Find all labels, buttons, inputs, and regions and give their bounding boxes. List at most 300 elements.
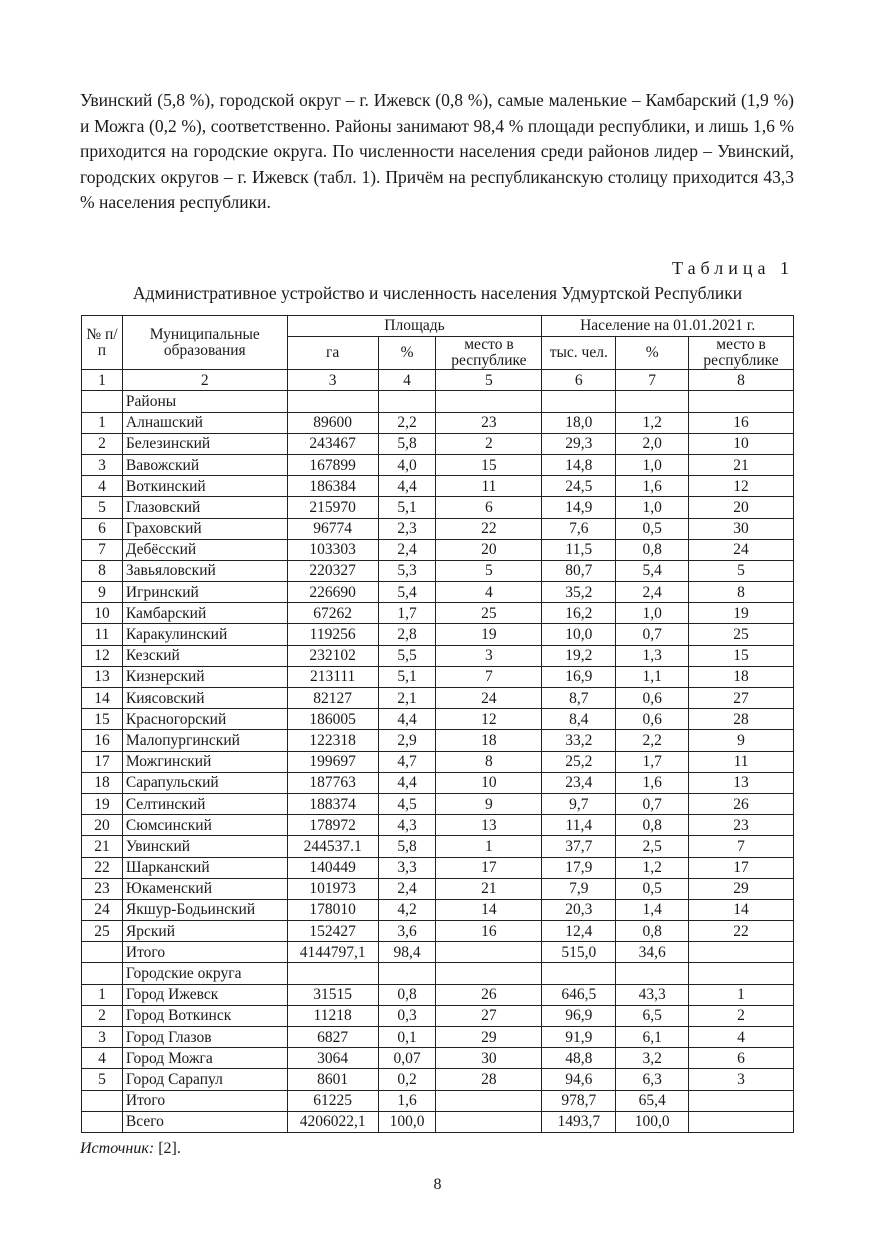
table-cell [542, 391, 616, 412]
table-cell: 4 [82, 1048, 123, 1069]
table-cell: 12 [82, 645, 123, 666]
table-cell: Дебёсский [122, 539, 287, 560]
table-cell: Город Ижевск [122, 984, 287, 1005]
table-cell: 0,6 [616, 688, 689, 709]
table-cell: Сарапульский [122, 772, 287, 793]
table-cell: 35,2 [542, 582, 616, 603]
table-cell: 14,8 [542, 454, 616, 475]
col-number: 7 [616, 370, 689, 391]
table-cell: 0,6 [616, 709, 689, 730]
body-paragraph: Увинский (5,8 %), городской округ – г. Ижевск (0,8 %), самые маленькие – Камбарский (1,9 %) и Можга (0,2 %), соответственно. Районы занимают 98,4 % площади республики, и лишь 1,6 % приходится на городские округа. По численности населения среди районов лидер – Увинский, городских округов – г. Ижевск (табл. 1). Причём на республиканскую столицу приходится 43,3 % населения республики. [80, 90, 794, 213]
table-cell: 8,7 [542, 688, 616, 709]
table-cell: 11,5 [542, 539, 616, 560]
table-cell: 1,6 [616, 476, 689, 497]
table-cell: 8 [689, 582, 794, 603]
table-cell: 4,0 [378, 454, 436, 475]
table-row [82, 412, 794, 433]
table-cell: 6827 [287, 1027, 378, 1048]
table-cell: Красногорский [122, 709, 287, 730]
table-cell: 4144797,1 [287, 942, 378, 963]
section-row-districts [82, 391, 794, 412]
table-caption: Административное устройство и численность населения Удмуртской Республики [132, 283, 743, 303]
col-number: 2 [122, 370, 287, 391]
table-body [82, 370, 794, 1133]
table-cell: 18 [689, 666, 794, 687]
table-cell: Граховский [122, 518, 287, 539]
table-cell: 2,9 [378, 730, 436, 751]
table-cell: 2,4 [378, 539, 436, 560]
table-cell: 2,0 [616, 433, 689, 454]
table-cell: 4,4 [378, 772, 436, 793]
table-cell: 17 [689, 857, 794, 878]
table-cell: 101973 [287, 878, 378, 899]
section-label: Районы [122, 391, 287, 412]
table-cell [436, 1111, 542, 1132]
table-row [82, 857, 794, 878]
header-population-group: Население на 01.01.2021 г. [542, 316, 794, 337]
table-cell: 20,3 [542, 899, 616, 920]
table-cell: 4,7 [378, 751, 436, 772]
table-cell: 5,4 [616, 560, 689, 581]
table-cell: 1,2 [616, 857, 689, 878]
table-cell: 20 [689, 497, 794, 518]
table-cell [689, 1111, 794, 1132]
table-cell: Юкаменский [122, 878, 287, 899]
table-cell: 30 [436, 1048, 542, 1069]
table-cell: Глазовский [122, 497, 287, 518]
table-cell [436, 963, 542, 984]
table-cell: 1,6 [616, 772, 689, 793]
table-cell: 18,0 [542, 412, 616, 433]
table-cell: 3,2 [616, 1048, 689, 1069]
table-cell: 4,4 [378, 476, 436, 497]
table-cell: 94,6 [542, 1069, 616, 1090]
table-cell: 5,3 [378, 560, 436, 581]
table-cell: 17 [82, 751, 123, 772]
table-cell: 226690 [287, 582, 378, 603]
table-cell: 18 [436, 730, 542, 751]
table-cell: 6,1 [616, 1027, 689, 1048]
table-cell: 9 [82, 582, 123, 603]
table-cell: 5,8 [378, 433, 436, 454]
table-cell: Киясовский [122, 688, 287, 709]
header-area-pct: % [378, 337, 436, 370]
table-cell: 978,7 [542, 1090, 616, 1111]
table-cell [82, 963, 123, 984]
table-cell: 21 [82, 836, 123, 857]
table-cell: 25 [82, 921, 123, 942]
table-cell [82, 1090, 123, 1111]
table-cell: 67262 [287, 603, 378, 624]
table-cell: 1,0 [616, 497, 689, 518]
table-cell: 1 [436, 836, 542, 857]
table-cell [82, 391, 123, 412]
table-cell: 1,0 [616, 454, 689, 475]
table-cell: 23,4 [542, 772, 616, 793]
cities-total-row [82, 1090, 794, 1111]
table-cell: 33,2 [542, 730, 616, 751]
table-cell: 2 [689, 1005, 794, 1026]
table-cell: Сюмсинский [122, 815, 287, 836]
table-cell: 5,1 [378, 666, 436, 687]
table-cell: 98,4 [378, 942, 436, 963]
table-cell [689, 942, 794, 963]
table-cell: 3 [82, 1027, 123, 1048]
table-cell: 1,6 [378, 1090, 436, 1111]
table-cell: Якшур-Бодьинский [122, 899, 287, 920]
table-cell: 8 [436, 751, 542, 772]
table-cell: 16 [436, 921, 542, 942]
table-cell: 7,6 [542, 518, 616, 539]
districts-total-row [82, 942, 794, 963]
table-cell: Город Глазов [122, 1027, 287, 1048]
table-cell: 0,7 [616, 624, 689, 645]
col-number: 6 [542, 370, 616, 391]
source-note [80, 1140, 181, 1158]
table-cell: 21 [689, 454, 794, 475]
table-cell: Селтинский [122, 793, 287, 814]
table-cell: 16 [82, 730, 123, 751]
table-cell: 43,3 [616, 984, 689, 1005]
table-cell [616, 963, 689, 984]
table-cell: 1 [82, 412, 123, 433]
table-cell: 61225 [287, 1090, 378, 1111]
col-number: 5 [436, 370, 542, 391]
table-cell: 13 [82, 666, 123, 687]
table-cell: 10 [82, 603, 123, 624]
table-cell: Игринский [122, 582, 287, 603]
table-cell: 0,3 [378, 1005, 436, 1026]
table-cell: 4 [436, 582, 542, 603]
table-row [82, 730, 794, 751]
table-cell: 178010 [287, 899, 378, 920]
table-cell [287, 391, 378, 412]
header-pop-pct: % [616, 337, 689, 370]
table-cell: 11218 [287, 1005, 378, 1026]
column-number-row [82, 370, 794, 391]
table-cell [616, 391, 689, 412]
table-cell: 26 [689, 793, 794, 814]
table-cell: Алнашский [122, 412, 287, 433]
table-cell: 178972 [287, 815, 378, 836]
table-cell: 4,5 [378, 793, 436, 814]
table-cell: Кизнерский [122, 666, 287, 687]
table-cell: 243467 [287, 433, 378, 454]
table-cell: 3 [436, 645, 542, 666]
table-cell: 4206022,1 [287, 1111, 378, 1132]
table-row [82, 878, 794, 899]
table-cell: 10 [689, 433, 794, 454]
table-cell: 24 [436, 688, 542, 709]
table-cell: 1,4 [616, 899, 689, 920]
table-cell: Всего [122, 1111, 287, 1132]
table-row [82, 1005, 794, 1026]
table-cell: 1 [82, 984, 123, 1005]
table-cell: Каракулинский [122, 624, 287, 645]
table-cell: 2,8 [378, 624, 436, 645]
table-cell: 48,8 [542, 1048, 616, 1069]
table-cell: 28 [689, 709, 794, 730]
table-cell [689, 963, 794, 984]
table-cell: 4 [689, 1027, 794, 1048]
table-cell: 4,3 [378, 815, 436, 836]
grand-total-row [82, 1111, 794, 1132]
table-cell: 9 [689, 730, 794, 751]
table-cell: 25 [689, 624, 794, 645]
table-cell: 21 [436, 878, 542, 899]
table-cell: 24 [82, 899, 123, 920]
table-cell: Вавожский [122, 454, 287, 475]
table-cell: 0,8 [616, 539, 689, 560]
table-cell: 11 [436, 476, 542, 497]
table-cell: 19,2 [542, 645, 616, 666]
col-number: 1 [82, 370, 123, 391]
table-cell: 29 [436, 1027, 542, 1048]
table-cell: 17,9 [542, 857, 616, 878]
table-cell: 1,2 [616, 412, 689, 433]
table-cell: 1,0 [616, 603, 689, 624]
table-cell: 3 [689, 1069, 794, 1090]
table-cell: 19 [82, 793, 123, 814]
table-cell: 2,3 [378, 518, 436, 539]
header-pop-rank: место в республике [689, 337, 794, 370]
table-cell: 0,5 [616, 518, 689, 539]
header-area-rank: место в республике [436, 337, 542, 370]
table-cell: 22 [436, 518, 542, 539]
table-row [82, 560, 794, 581]
table-cell: 17 [436, 857, 542, 878]
table-cell: 14,9 [542, 497, 616, 518]
table-cell [378, 391, 436, 412]
table-cell: 2,1 [378, 688, 436, 709]
col-number: 3 [287, 370, 378, 391]
table-cell: 9 [436, 793, 542, 814]
table-cell [436, 391, 542, 412]
table-cell [689, 1090, 794, 1111]
table-cell: 0,1 [378, 1027, 436, 1048]
table-cell: 0,5 [616, 878, 689, 899]
table-cell: Малопургинский [122, 730, 287, 751]
table-cell: 12 [436, 709, 542, 730]
table-cell [82, 942, 123, 963]
table-cell: 23 [82, 878, 123, 899]
table-cell: 646,5 [542, 984, 616, 1005]
table-cell: 25 [436, 603, 542, 624]
table-cell [436, 942, 542, 963]
table-cell: 2,2 [616, 730, 689, 751]
table-cell: 24 [689, 539, 794, 560]
table-cell: 215970 [287, 497, 378, 518]
table-cell: 119256 [287, 624, 378, 645]
table-cell: 29 [689, 878, 794, 899]
table-cell: 20 [82, 815, 123, 836]
table-label: Таблица 1 [672, 258, 794, 278]
table-cell: 30 [689, 518, 794, 539]
table-cell: 8 [82, 560, 123, 581]
table-row [82, 688, 794, 709]
table-cell: 19 [436, 624, 542, 645]
table-cell [287, 963, 378, 984]
table-cell: 1 [689, 984, 794, 1005]
table-cell: 8,4 [542, 709, 616, 730]
table-cell: 80,7 [542, 560, 616, 581]
table-cell: 0,07 [378, 1048, 436, 1069]
header-ha: га [287, 337, 378, 370]
table-cell: 10,0 [542, 624, 616, 645]
table-cell: 25,2 [542, 751, 616, 772]
table-row [82, 836, 794, 857]
table-cell: 5 [82, 1069, 123, 1090]
table-cell: 15 [689, 645, 794, 666]
table-cell: 13 [689, 772, 794, 793]
table-cell: Завьяловский [122, 560, 287, 581]
table-cell: 140449 [287, 857, 378, 878]
header-thousand: тыс. чел. [542, 337, 616, 370]
table-cell: 1493,7 [542, 1111, 616, 1132]
table-cell: 1,3 [616, 645, 689, 666]
table-cell: 5,8 [378, 836, 436, 857]
table-cell: 0,8 [616, 921, 689, 942]
table-cell: 27 [689, 688, 794, 709]
table-cell: 5,5 [378, 645, 436, 666]
table-cell: 5,1 [378, 497, 436, 518]
table-cell: 3,6 [378, 921, 436, 942]
col-number: 4 [378, 370, 436, 391]
table-cell: 0,2 [378, 1069, 436, 1090]
table-row [82, 518, 794, 539]
table-cell: Воткинский [122, 476, 287, 497]
table-cell: 1,7 [378, 603, 436, 624]
table-cell: 7 [436, 666, 542, 687]
table-cell: 7 [82, 539, 123, 560]
table-cell: 15 [436, 454, 542, 475]
table-cell: 27 [436, 1005, 542, 1026]
table-cell: Кезский [122, 645, 287, 666]
table-cell: 103303 [287, 539, 378, 560]
table-row [82, 921, 794, 942]
table-cell: 3 [82, 454, 123, 475]
table-cell: 2,5 [616, 836, 689, 857]
table-cell: 0,7 [616, 793, 689, 814]
table-cell: 65,4 [616, 1090, 689, 1111]
table-cell: 1,1 [616, 666, 689, 687]
table-cell: 199697 [287, 751, 378, 772]
table-cell: 89600 [287, 412, 378, 433]
table-cell: 26 [436, 984, 542, 1005]
table-cell: Город Воткинск [122, 1005, 287, 1026]
table-cell: 515,0 [542, 942, 616, 963]
table-cell: 16 [689, 412, 794, 433]
table-cell: 3,3 [378, 857, 436, 878]
table-cell: Итого [122, 942, 287, 963]
table-cell: 186005 [287, 709, 378, 730]
table-cell: 8601 [287, 1069, 378, 1090]
table-cell: 15 [82, 709, 123, 730]
table-cell: 2 [436, 433, 542, 454]
table-cell: 29,3 [542, 433, 616, 454]
page-number: 8 [433, 1176, 442, 1193]
table-cell: 11 [82, 624, 123, 645]
table-row [82, 497, 794, 518]
table-cell: 244537.1 [287, 836, 378, 857]
table-row [82, 899, 794, 920]
table-row [82, 603, 794, 624]
table-cell: 4,2 [378, 899, 436, 920]
table-row [82, 433, 794, 454]
table-cell: 7 [689, 836, 794, 857]
table-cell: 6 [689, 1048, 794, 1069]
table-cell: Город Можга [122, 1048, 287, 1069]
table-cell: 186384 [287, 476, 378, 497]
table-cell: Итого [122, 1090, 287, 1111]
table-cell: Камбарский [122, 603, 287, 624]
table-cell: 5 [689, 560, 794, 581]
table-cell: 3064 [287, 1048, 378, 1069]
table-cell: 0,8 [378, 984, 436, 1005]
table-row [82, 624, 794, 645]
table-cell: 23 [436, 412, 542, 433]
table-cell: Город Сарапул [122, 1069, 287, 1090]
table-row [82, 793, 794, 814]
table-cell: 122318 [287, 730, 378, 751]
source-label: Источник: [80, 1140, 155, 1157]
table-cell [436, 1090, 542, 1111]
table-cell: 100,0 [616, 1111, 689, 1132]
population-table [81, 315, 794, 1133]
table-cell [378, 963, 436, 984]
table-cell: 0,8 [616, 815, 689, 836]
table-cell: 28 [436, 1069, 542, 1090]
table-cell: 232102 [287, 645, 378, 666]
table-row [82, 582, 794, 603]
table-cell: 20 [436, 539, 542, 560]
table-cell: 34,6 [616, 942, 689, 963]
table-cell: 2,2 [378, 412, 436, 433]
table-cell: 4 [82, 476, 123, 497]
table-cell: 11,4 [542, 815, 616, 836]
col-number: 8 [689, 370, 794, 391]
table-cell [542, 963, 616, 984]
table-cell: 6,5 [616, 1005, 689, 1026]
section-row-cities [82, 963, 794, 984]
table-row [82, 454, 794, 475]
table-cell: 167899 [287, 454, 378, 475]
table-row [82, 1069, 794, 1090]
table-row [82, 476, 794, 497]
table-cell: 16,9 [542, 666, 616, 687]
table-cell: 11 [689, 751, 794, 772]
table-cell: 6 [436, 497, 542, 518]
table-cell: 10 [436, 772, 542, 793]
table-cell: 187763 [287, 772, 378, 793]
header-municipal: Муниципальные образования [122, 316, 287, 370]
table-cell: 5 [82, 497, 123, 518]
table-cell: 12 [689, 476, 794, 497]
table-cell: 2,4 [616, 582, 689, 603]
table-cell [689, 391, 794, 412]
table-row [82, 1048, 794, 1069]
table-cell: 6,3 [616, 1069, 689, 1090]
table-cell: 96,9 [542, 1005, 616, 1026]
table-cell: 24,5 [542, 476, 616, 497]
table-cell: 22 [689, 921, 794, 942]
table-cell: 14 [689, 899, 794, 920]
table-cell: 5 [436, 560, 542, 581]
table-row [82, 984, 794, 1005]
table-cell: 13 [436, 815, 542, 836]
table-row [82, 666, 794, 687]
table-cell: 14 [436, 899, 542, 920]
